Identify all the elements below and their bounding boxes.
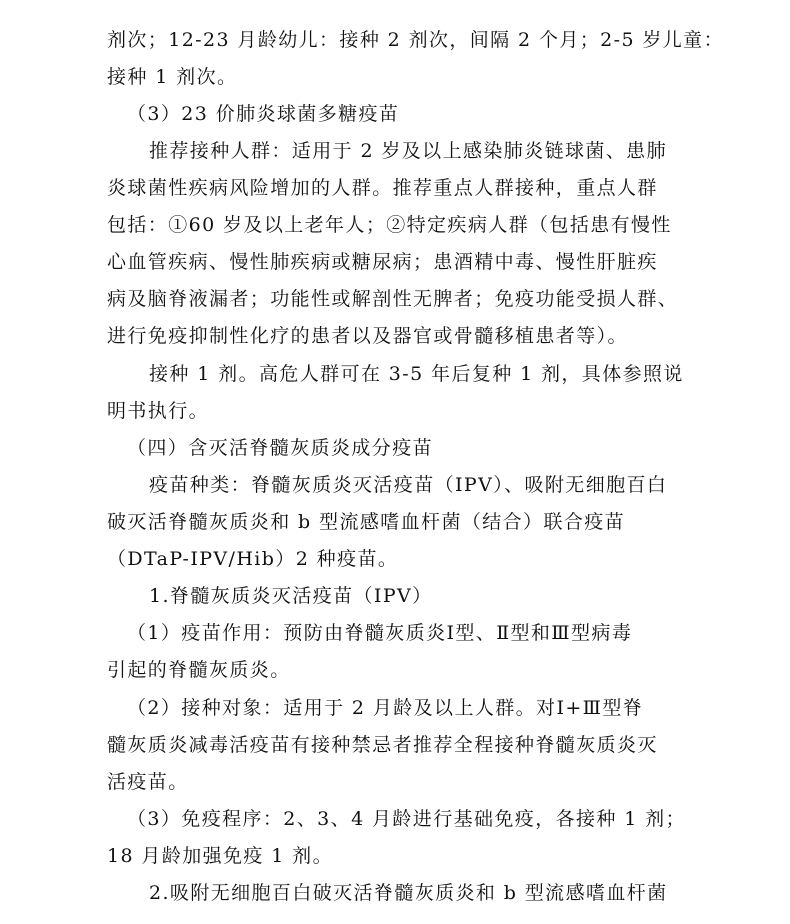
- subsection-heading: 1.脊髓灰质炎灭活疫苗（IPV）: [149, 585, 433, 607]
- subsection-heading: 2.吸附无细胞百白破灭活脊髓灰质炎和 b 型流感嗜血杆菌: [149, 882, 668, 904]
- text-line: 破灭活脊髓灰质炎和 b 型流感嗜血杆菌（结合）联合疫苗: [107, 511, 626, 533]
- text-line: 心血管疾病、慢性肺疾病或糖尿病；患酒精中毒、慢性肝脏疾: [107, 251, 658, 273]
- text-line: 接种 1 剂。高危人群可在 3-5 年后复种 1 剂，具体参照说: [149, 363, 684, 385]
- text-line: 疫苗种类：脊髓灰质炎灭活疫苗（IPV）、吸附无细胞百白: [149, 474, 668, 496]
- section-heading: （四）含灭活脊髓灰质炎成分疫苗: [127, 437, 434, 459]
- text-line: （1）疫苗作用：预防由脊髓灰质炎Ⅰ型、Ⅱ型和Ⅲ型病毒: [127, 622, 633, 644]
- text-line: 引起的脊髓灰质炎。: [107, 659, 291, 681]
- text-line: （3）免疫程序：2、3、4 月龄进行基础免疫，各接种 1 剂；: [127, 808, 686, 830]
- text-line: 接种 1 剂次。: [107, 66, 238, 88]
- text-line: 进行免疫抑制性化疗的患者以及器官或骨髓移植患者等）。: [107, 325, 628, 347]
- text-line: （2）接种对象：适用于 2 月龄及以上人群。对Ⅰ+Ⅲ型脊: [127, 697, 644, 719]
- text-line: 包括：①60 岁及以上老年人；②特定疾病人群（包括患有慢性: [107, 214, 672, 236]
- text-line: 剂次；12-23 月龄幼儿：接种 2 剂次，间隔 2 个月；2-5 岁儿童：: [107, 29, 724, 51]
- text-line: 炎球菌性疾病风险增加的人群。推荐重点人群接种，重点人群: [107, 177, 658, 199]
- section-heading: （3）23 价肺炎球菌多糖疫苗: [127, 103, 400, 125]
- text-line: 活疫苗。: [107, 771, 189, 793]
- text-line: 病及脑脊液漏者；功能性或解剖性无脾者；免疫功能受损人群、: [107, 288, 679, 310]
- text-line: 推荐接种人群：适用于 2 岁及以上感染肺炎链球菌、患肺: [149, 140, 667, 162]
- text-line: （DTaP-IPV/Hib）2 种疫苗。: [107, 548, 399, 570]
- text-line: 18 月龄加强免疫 1 剂。: [107, 845, 333, 867]
- text-line: 髓灰质炎减毒活疫苗有接种禁忌者推荐全程接种脊髓灰质炎灭: [107, 734, 658, 756]
- text-line: 明书执行。: [107, 400, 210, 422]
